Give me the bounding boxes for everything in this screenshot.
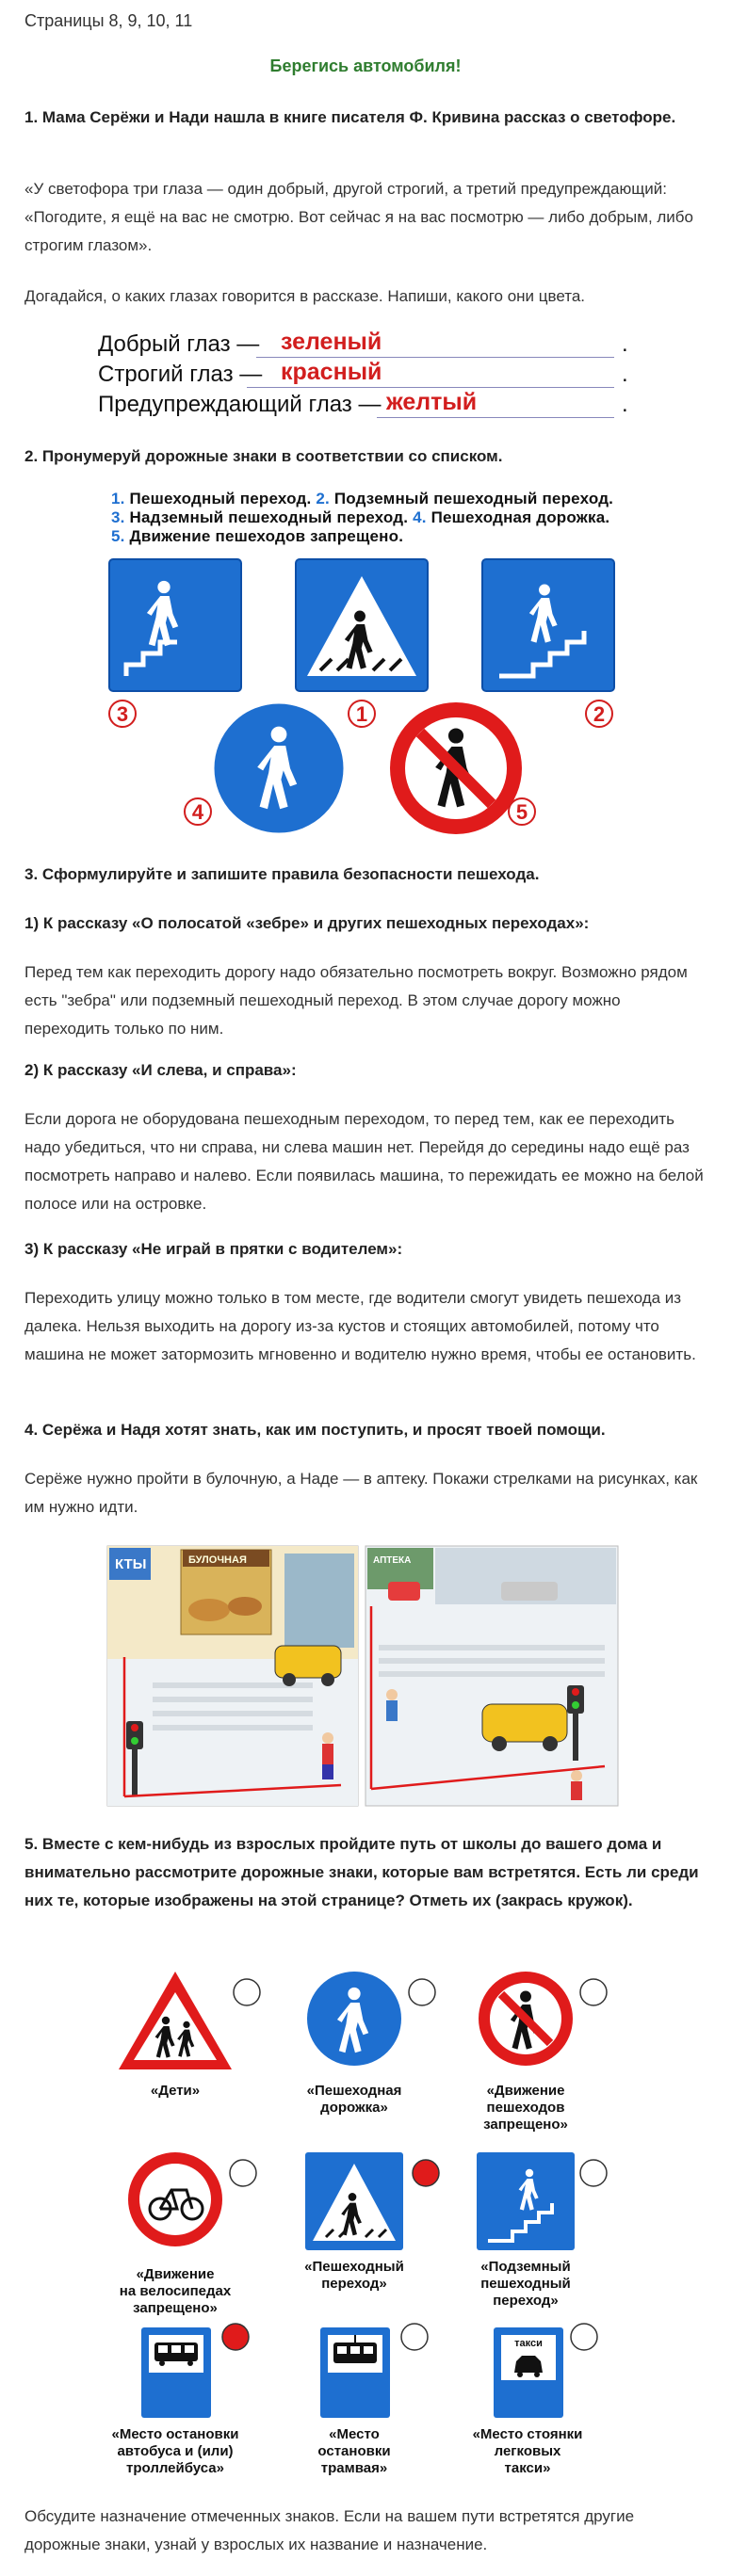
answer-row-warning: Предупреждающий глаз — желтый . [98, 389, 628, 417]
q5-footer: Обсудите назначение отмеченных знаков. Если на вашем пути встретятся другие дорожные знаки, узнай у взрослых их название и назначение. [24, 2507, 635, 2553]
sign-pedestrian-crossing [305, 2152, 403, 2250]
q5-signs [104, 1968, 631, 2495]
q3-section2-text: Если дорога не оборудована пешеходным переходом, то перед тем, как ее переходить надо убедиться, что ни справа, ни слева машин нет. Перейдя до середины надо ещё раз посмотреть направо и налево. Если появилась машина, то пережидать ее можно на белой полосе или на островке. [24, 1110, 704, 1213]
page-header: Страницы 8, 9, 10, 11 [24, 11, 193, 30]
q2-signs [94, 555, 641, 838]
answer-row-strict: Строгий глаз — красный . [98, 359, 628, 387]
mark-circle[interactable] [234, 1979, 260, 2005]
sign-taxi-stand [494, 2327, 563, 2418]
mark-circle-filled[interactable] [413, 2160, 439, 2186]
sign-stairs-overhead [482, 559, 614, 691]
sign-caption: «Пешеходная дорожка» [306, 2083, 402, 2116]
sign-no-pedestrians [390, 702, 522, 834]
sign-number: 4 [191, 800, 204, 824]
answer-line [247, 387, 614, 388]
sign-footpath [213, 702, 345, 834]
shop-sign-left: КТЫ [115, 1556, 147, 1572]
q3-section3-text: Переходить улицу можно только в том месте, где водители смогут увидеть пешехода из далека. Нельзя выходить на дорогу из-за кустов и стоящих автомобилей, потому что машина не может затормозить мгновенно и водителю нужно время, чтобы ее остановить. [24, 1289, 696, 1363]
mark-circle-filled[interactable] [222, 2324, 249, 2350]
sign-number: 5 [515, 800, 528, 824]
q3-section1-text: Перед тем как переходить дорогу надо обязательно посмотреть вокруг. Возможно рядом есть "зебра" или подземный пешеходный переход. В этом случае дорогу можно переходить только по ним. [24, 963, 688, 1038]
sign-caption: «Дети» [150, 2083, 201, 2099]
sign-caption: «Движение на велосипедах запрещено» [119, 2266, 232, 2316]
q1-heading: 1. Мама Серёжи и Нади нашла в книге писателя Ф. Кривина рассказ о светофоре. [24, 108, 676, 126]
mark-circle[interactable] [230, 2160, 256, 2186]
sign-number: 3 [116, 702, 129, 726]
answer-text[interactable]: красный [281, 359, 382, 385]
q4-heading: 4. Серёжа и Надя хотят знать, как им поступить, и просят твоей помощи. [24, 1421, 606, 1439]
q5-heading: 5. Вместе с кем-нибудь из взрослых пройдите путь от школы до вашего дома и внимательно рассмотрите дорожные знаки, которые вам встретятся. Есть ли среди них те, которые изображены на этой странице? Отметь их (закрась кружок). [24, 1835, 699, 1909]
sign-caption: «Движение пешеходов запрещено» [483, 2083, 568, 2133]
sign-caption: «Место стоянки легковых такси» [472, 2426, 583, 2476]
answer-label: Строгий глаз — [98, 362, 263, 387]
sign-legend: 1. Пешеходный переход. 2. Подземный пешеходный переход. 3. Надземный пешеходный переход. 4. Пешеходная дорожка. 5. Движение пешеходов запрещено. [111, 490, 614, 545]
sign-number: 1 [355, 702, 368, 726]
mark-circle[interactable] [580, 1979, 607, 2005]
sign-number: 2 [593, 702, 606, 726]
sign-bus-stop [141, 2327, 211, 2418]
answer-line [256, 357, 614, 358]
sign-caption: «Место остановки трамвая» [317, 2426, 391, 2476]
sign-no-bicycles [128, 2152, 222, 2246]
sign-children [119, 1972, 232, 2069]
q3-heading: 3. Сформулируйте и запишите правила безопасности пешехода. [24, 865, 540, 883]
q4-illustrations [106, 1544, 620, 1808]
shop-sign-bakery: БУЛОЧНАЯ [188, 1554, 247, 1566]
answer-row-good: Добрый глаз — зеленый . [98, 329, 628, 357]
sign-stairs-underground [109, 559, 241, 691]
answer-label: Добрый глаз — [98, 331, 260, 357]
q3-section1-heading: 1) К рассказу «О полосатой «зебре» и других пешеходных переходах»: [24, 914, 590, 932]
taxi-label: такси [514, 2338, 543, 2349]
answer-label: Предупреждающий глаз — [98, 392, 382, 417]
mark-circle[interactable] [580, 2160, 607, 2186]
sign-pedestrian-crossing [296, 559, 428, 691]
q2-heading: 2. Пронумеруй дорожные знаки в соответствии со списком. [24, 447, 503, 465]
sign-caption: «Пешеходный переход» [304, 2259, 404, 2292]
mark-circle[interactable] [401, 2324, 428, 2350]
q3-section3-heading: 3) К рассказу «Не играй в прятки с водителем»: [24, 1240, 403, 1258]
answer-text[interactable]: зеленый [281, 329, 382, 355]
sign-underground-crossing [477, 2152, 575, 2250]
answer-line [377, 417, 614, 418]
q4-task: Серёже нужно пройти в булочную, а Наде — в аптеку. Покажи стрелками на рисунках, как им нужно идти. [24, 1470, 698, 1516]
mark-circle[interactable] [571, 2324, 597, 2350]
picture-bakery-street [107, 1546, 358, 1806]
shop-sign-pharmacy: АПТЕКА [373, 1555, 412, 1566]
sign-caption: «Место остановки автобуса и (или) троллейбуса» [111, 2426, 239, 2476]
q1-quote: «У светофора три глаза — один добрый, другой строгий, а третий предупреждающий: «Погодите, я ещё на вас не смотрю. Вот сейчас я на вас посмотрю — либо добрым, либо строгим глазом». [24, 180, 693, 254]
page-title: Берегись автомобиля! [269, 56, 462, 75]
mark-circle[interactable] [409, 1979, 435, 2005]
q3-section2-heading: 2) К рассказу «И слева, и справа»: [24, 1061, 297, 1079]
sign-footpath [307, 1972, 401, 2066]
answer-text[interactable]: желтый [386, 389, 478, 415]
q1-task: Догадайся, о каких глазах говорится в рассказе. Напиши, какого они цвета. [24, 287, 586, 305]
picture-pharmacy-street [366, 1546, 618, 1806]
sign-caption: «Подземный пешеходный переход» [480, 2259, 571, 2309]
sign-tram-stop [320, 2327, 390, 2418]
sign-no-pedestrians [479, 1972, 573, 2066]
